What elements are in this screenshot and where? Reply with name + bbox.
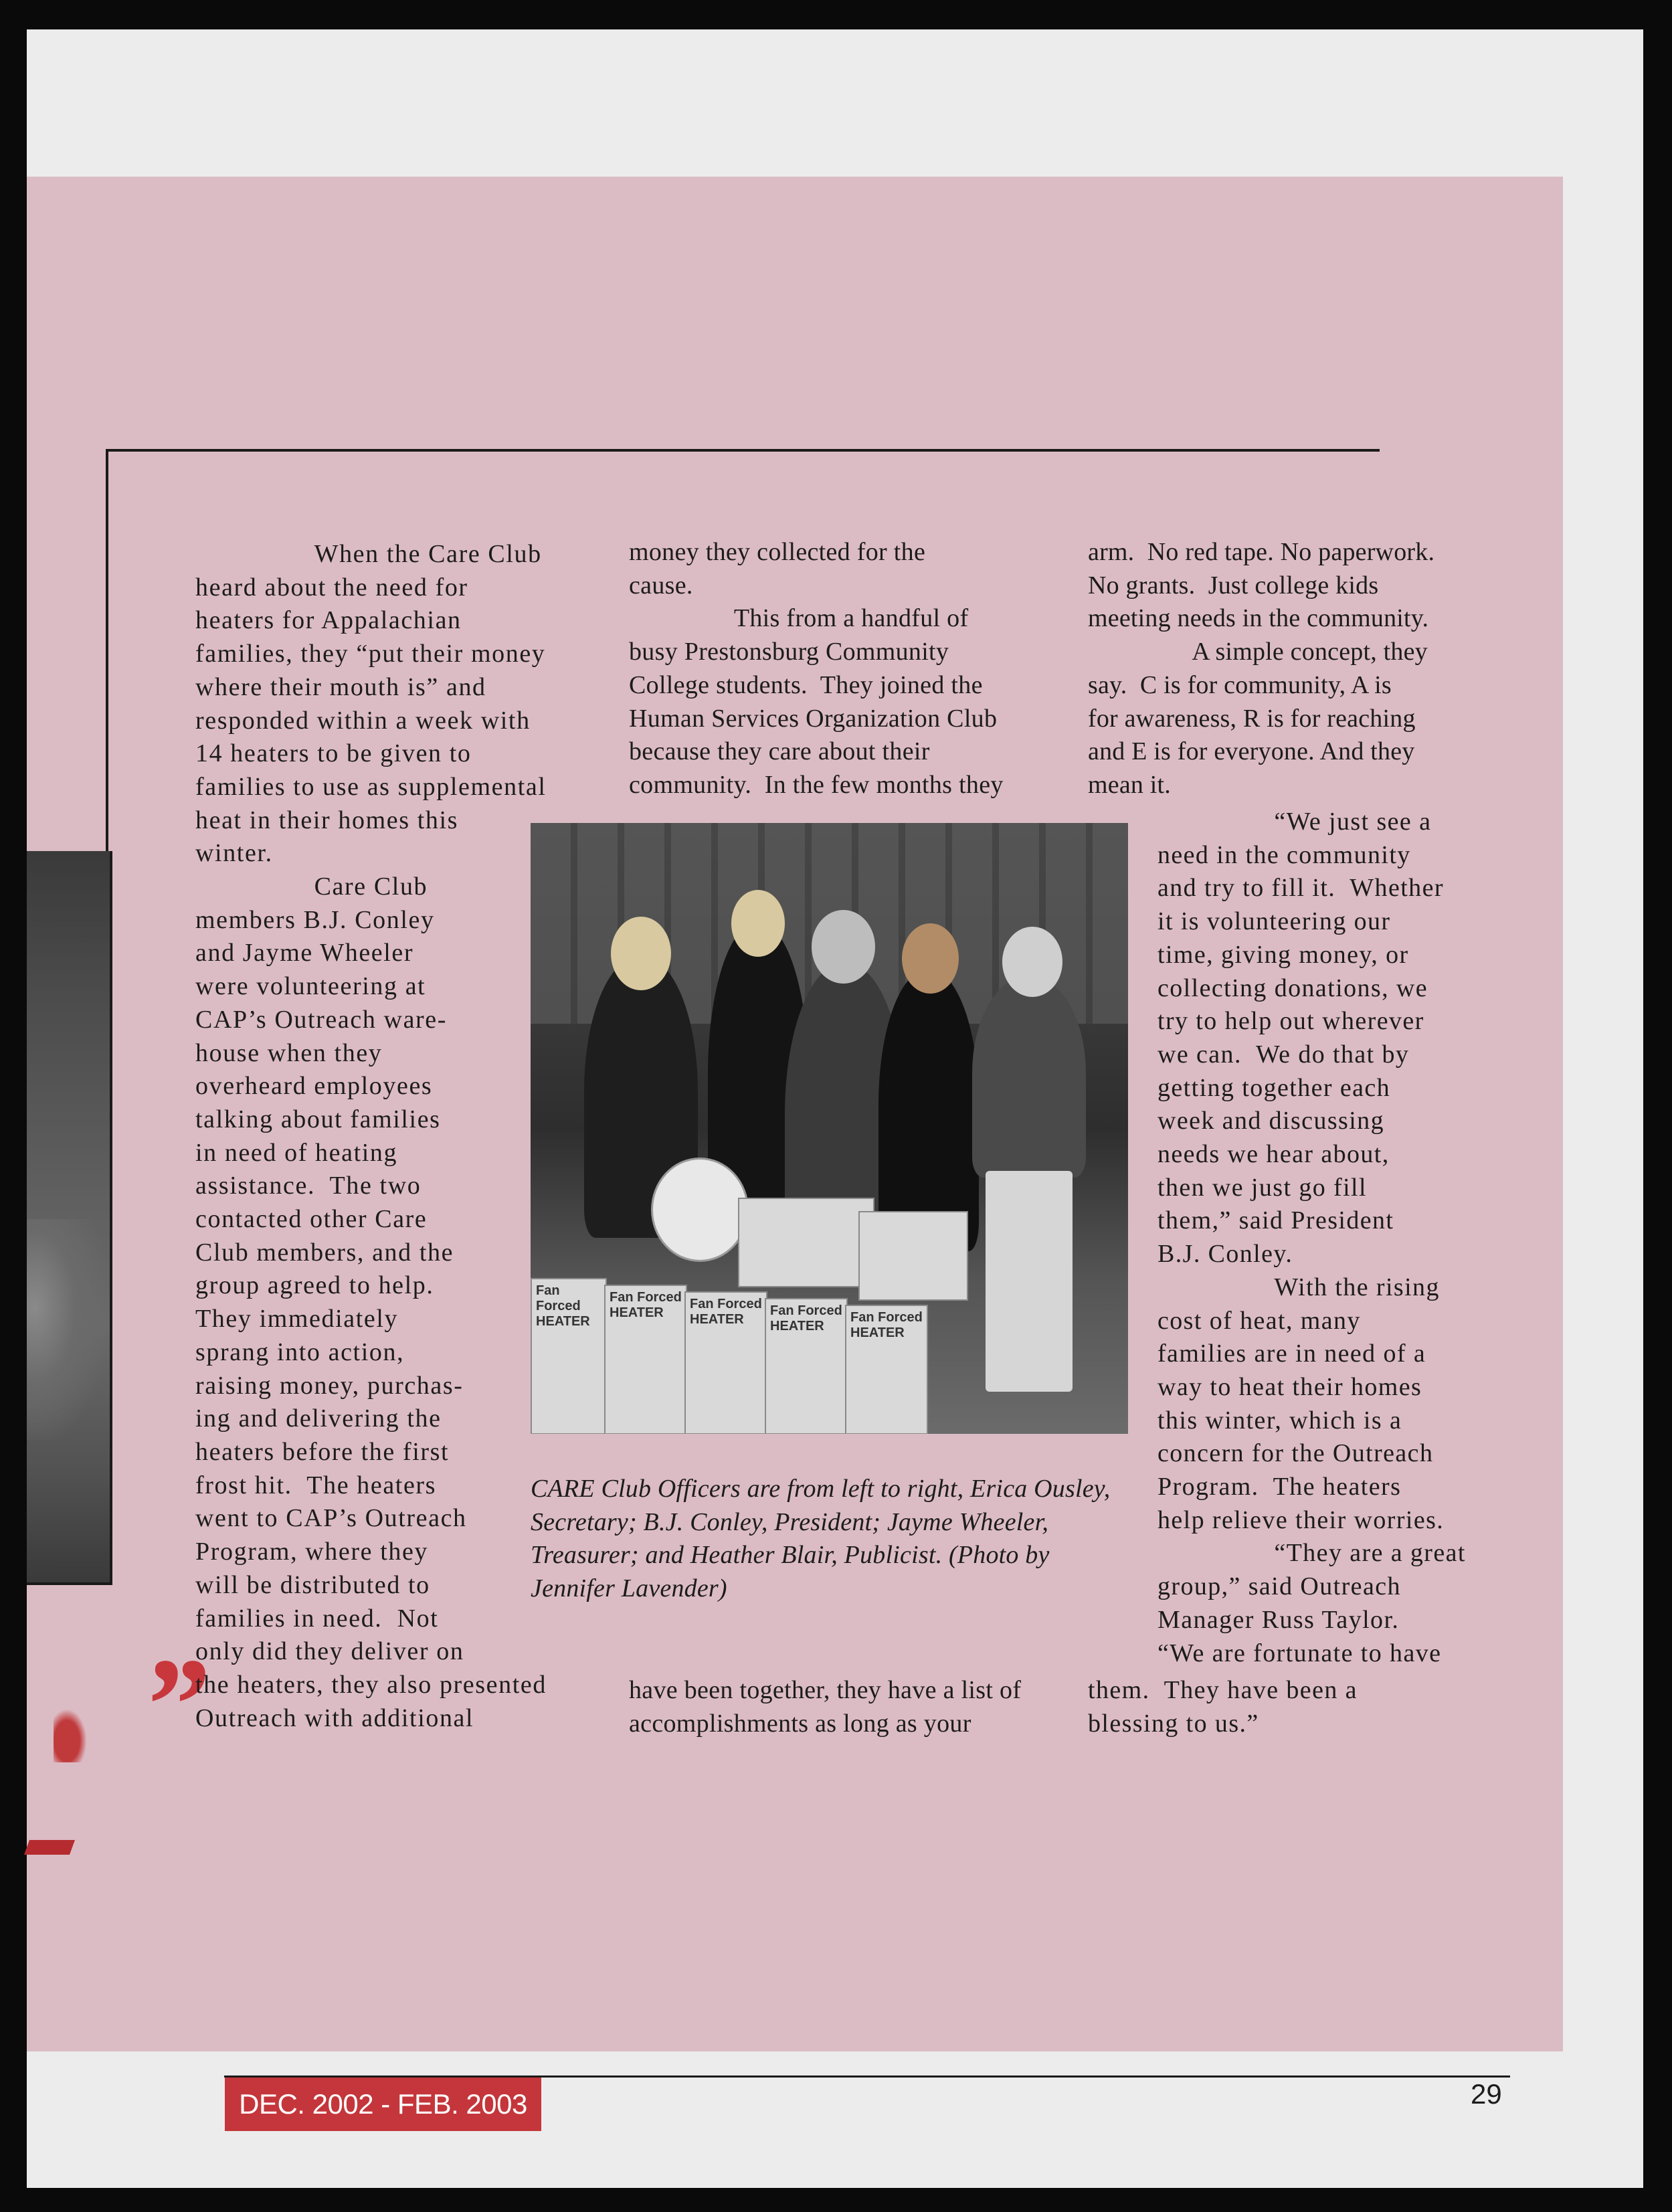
frame-rule-left <box>106 449 108 879</box>
heater-box-label: Fan Forced HEATER <box>850 1310 923 1340</box>
person-2-head <box>731 890 785 957</box>
person-3-head <box>812 910 875 984</box>
photo-caption: CARE Club Officers are from left to right, Erica Ousley, Secretary; B.J. Conley, President; Jayme Wheeler, Treasurer; and Heather Blair, Publicist. (Photo by Jennifer Lavender) <box>531 1475 1111 1603</box>
heater-box <box>531 1278 607 1434</box>
heater-box-label: Fan Forced HEATER <box>610 1290 682 1320</box>
person-4 <box>878 970 979 1251</box>
person-5-head <box>1002 927 1062 997</box>
issue-date-badge: DEC. 2002 - FEB. 2003 <box>225 2078 541 2131</box>
heater-box <box>765 1298 848 1434</box>
red-paint-mark <box>54 1709 87 1762</box>
person-5-legs <box>986 1171 1073 1392</box>
heater-box-label: Fan Forced HEATER <box>770 1303 842 1333</box>
fan-heater-icon <box>651 1158 749 1262</box>
article-column-1: When the Care Club heard about the need for heaters for Appalachian families, they “put their money where their mouth is” and responded within a week with 14 heaters to be given to families to use as supplemental heat in their homes this winter. Care Club members B.J. Conley and Jayme Wheeler were volunteering at CAP’s Outreach ware- house when they overheard employees talking about families in need of heating assistance. The two contacted other Care Club members, and the group agreed to help. They immediately sprang into action, raising money, purchas- ing and delivering the heaters before the first frost hit. The heaters went to CAP’s Outreach Program, where they will be distributed to families in need. Not only did they deliver on the heaters, they also presented Outreach with additional <box>195 540 547 1732</box>
heater-box <box>858 1211 968 1301</box>
person-4-head <box>902 923 959 994</box>
red-paint-stroke <box>24 1840 75 1855</box>
article-column-3-top: arm. No red tape. No paperwork. No grants. Just college kids meeting needs in the community. A simple concept, they say. C is for community, A is for awareness, R is for reaching and E is for everyone. And they mean it. <box>1088 538 1435 799</box>
person-1-head <box>611 917 671 990</box>
heater-box <box>684 1291 767 1434</box>
club-officers-photo <box>531 823 1128 1434</box>
side-photo-figure <box>27 1219 107 1440</box>
article-column-2-bottom: have been together, they have a list of accomplishments as long as your <box>629 1676 1022 1738</box>
article-column-2-top: money they collected for the cause. This from a handful of busy Prestonsburg Community College students. They joined the Human Services Organization Club because they care about their community. In the few months they <box>629 538 1004 799</box>
page-number: 29 <box>1471 2078 1502 2110</box>
heater-box <box>604 1285 687 1434</box>
heater-box-label: Fan Forced HEATER <box>690 1297 762 1327</box>
heater-box-label: Fan Forced HEATER <box>536 1283 590 1329</box>
frame-rule-top <box>107 449 1380 452</box>
article-column-4: “We just see a need in the community and try to fill it. Whether it is volunteering our time, giving money, or collecting donations, we try to help out wherever we can. We do that by getting together each week and discussing needs we hear about, then we just go fill them,” said President B.J. Conley. With the rising cost of heat, many families are in need of a way to heat their homes this winter, which is a concern for the Outreach Program. The heaters help relieve their worries. “They are a great group,” said Outreach Manager Russ Taylor. “We are fortunate to have <box>1157 808 1466 1667</box>
heater-box <box>738 1198 874 1287</box>
magazine-page <box>27 29 1643 2188</box>
heater-box <box>845 1305 928 1434</box>
cropped-side-photo <box>27 851 112 1585</box>
person-5 <box>972 977 1086 1178</box>
article-column-3-bottom: them. They have been a blessing to us.” <box>1088 1676 1358 1738</box>
closing-quote-icon: ” <box>141 1631 187 1779</box>
